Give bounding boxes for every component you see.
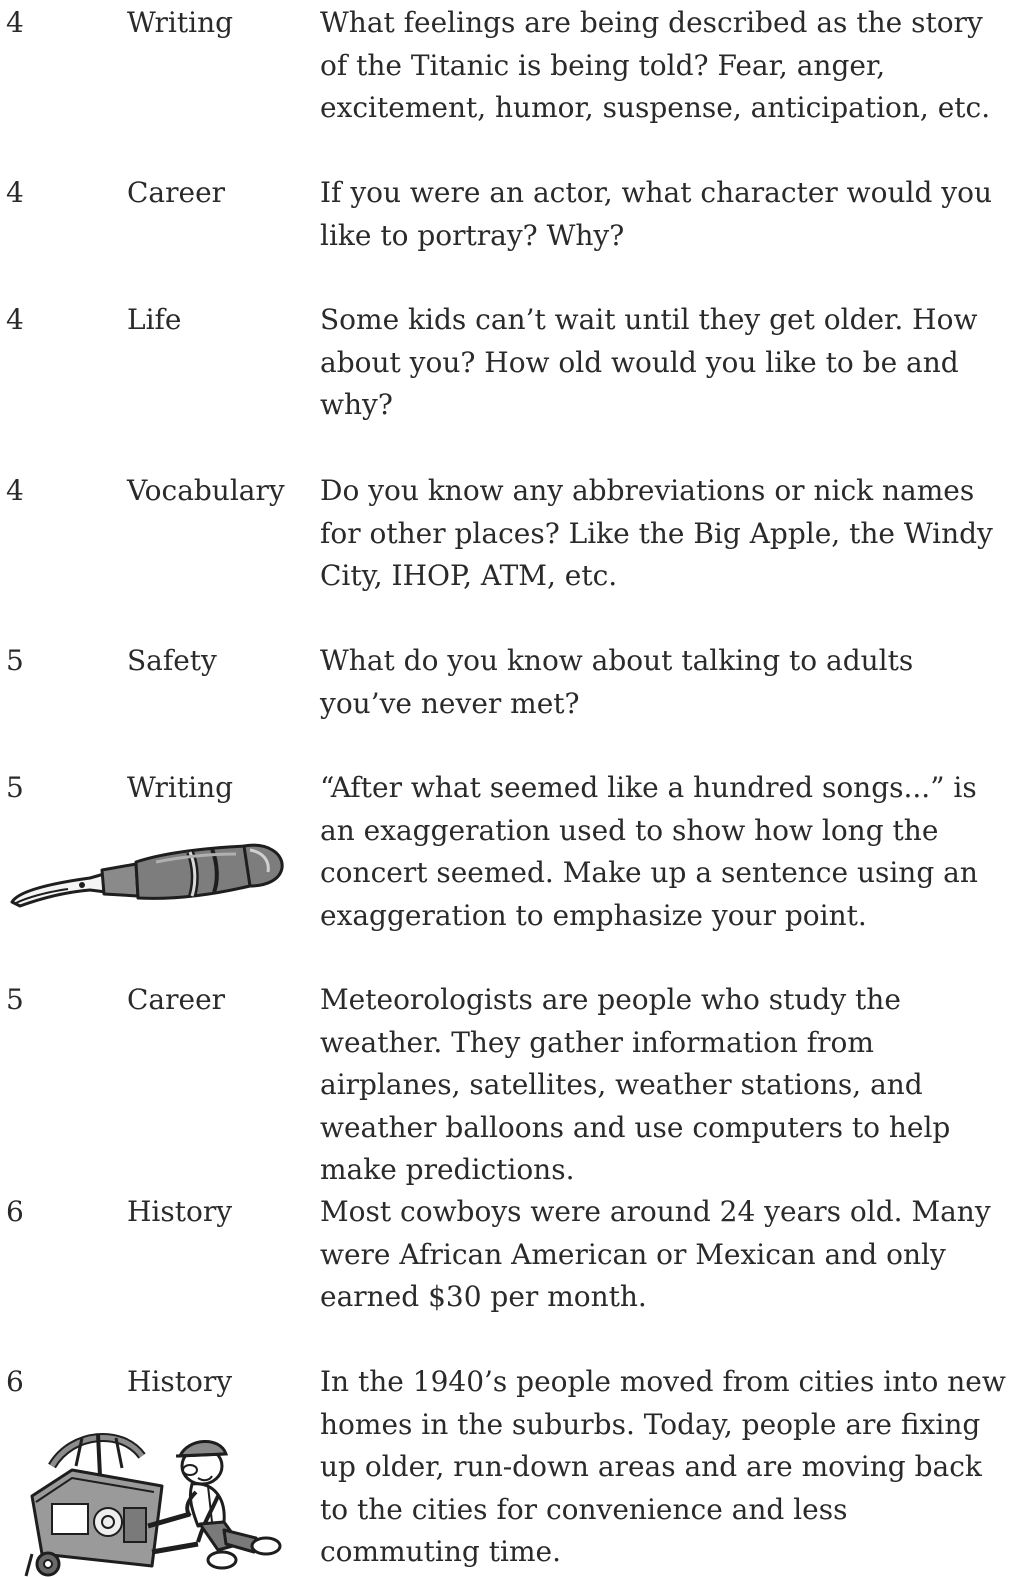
category-label: Safety [127,644,217,677]
grade-number: 5 [6,771,24,804]
grade-number: 4 [6,474,24,507]
fountain-pen-icon [6,840,286,910]
grade-number: 4 [6,176,24,209]
prompt-text: In the 1940’s people moved from cities into new homes in the suburbs. Today, people are fixing up older, run-down areas and are moving back to the cities for convenience and less commuting time. [320,1365,1006,1568]
prompt-text: Most cowboys were around 24 years old. Many were African American or Mexican and only earned $30 per month. [320,1195,991,1313]
category-label: Writing [127,771,234,804]
grade-number: 6 [6,1365,24,1398]
category-label: Life [127,303,182,336]
grade-number: 4 [6,303,24,336]
grade-number: 6 [6,1195,24,1228]
prompt-text: Some kids can’t wait until they get older. How about you? How old would you like to be and why? [320,303,978,421]
prompt-text: “After what seemed like a hundred songs...” is an exaggeration used to show how long the concert seemed. Make up a sentence using an exaggeration to emphasize your point. [320,771,978,932]
category-label: Career [127,983,226,1016]
wheelbarrow-man-icon [12,1426,282,1577]
grade-number: 5 [6,983,24,1016]
grade-number: 5 [6,644,24,677]
prompt-text: What feelings are being described as the story of the Titanic is being told? Fear, anger, excitement, humor, suspense, anticipation, etc. [320,6,991,124]
category-label: History [127,1195,233,1228]
prompt-text: Do you know any abbreviations or nick names for other places? Like the Big Apple, the Windy City, IHOP, ATM, etc. [320,474,993,592]
grade-number: 4 [6,6,24,39]
category-label: Writing [127,6,234,39]
category-label: Vocabulary [127,474,285,507]
prompt-text: If you were an actor, what character would you like to portray? Why? [320,176,993,252]
category-label: Career [127,176,226,209]
prompt-text: What do you know about talking to adults you’ve never met? [320,644,914,720]
category-label: History [127,1365,233,1398]
prompt-text: Meteorologists are people who study the weather. They gather information from airplanes, satellites, weather stations, and weather balloons and use computers to help make predictions. [320,983,951,1186]
